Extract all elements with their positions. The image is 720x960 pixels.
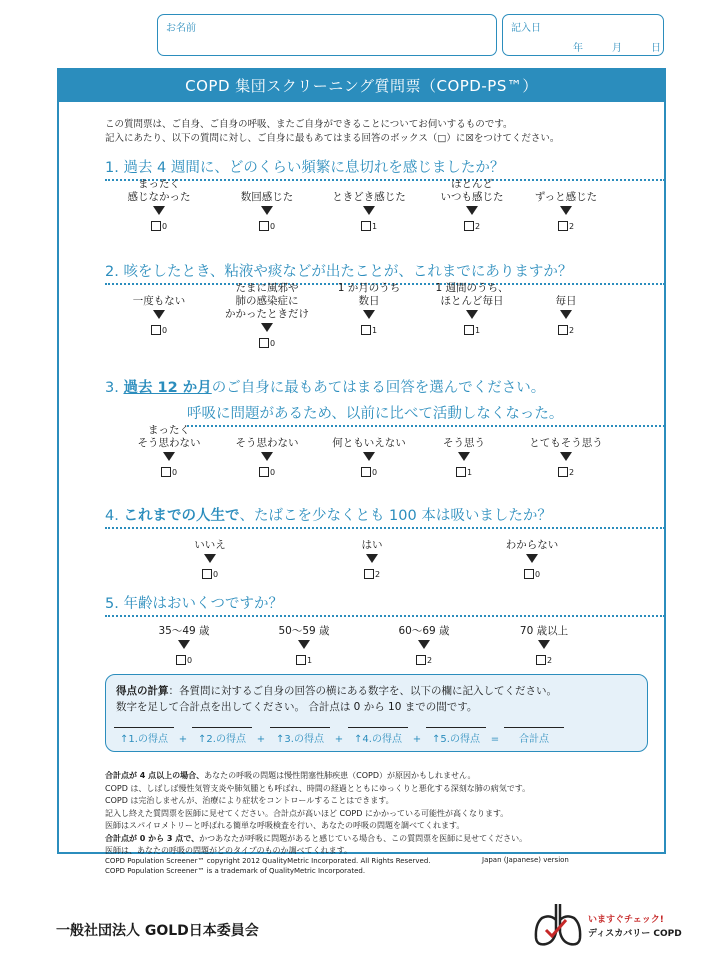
option-label: とてもそう思う xyxy=(529,437,603,449)
answer-checkbox[interactable] xyxy=(176,655,186,665)
option-score: 0 xyxy=(371,468,378,477)
option-score: 0 xyxy=(161,222,168,231)
score-fields-row xyxy=(114,727,564,745)
answer-option xyxy=(409,424,519,477)
calc-title: 得点の計算 xyxy=(116,685,169,697)
question-5-heading: 5. 年齢はおいくつですか？ xyxy=(105,592,665,617)
down-arrow-icon xyxy=(163,452,175,461)
note-emphasis: 合計点が 4 点以上の場合、 xyxy=(105,771,205,780)
down-arrow-icon xyxy=(204,554,216,563)
copyright-line: COPD Population Screener™ is a trademark of QualityMetric Incorporated. xyxy=(105,867,366,875)
option-label: 35〜49 歳 xyxy=(158,625,210,637)
option-score: 0 xyxy=(186,656,193,665)
option-label: ずっと感じた xyxy=(534,191,598,203)
option-score: 0 xyxy=(161,326,168,335)
score-field[interactable]: ↑3.の得点 xyxy=(270,727,330,745)
name-label: お名前 xyxy=(166,23,196,34)
down-arrow-icon xyxy=(178,640,190,649)
logo-tagline: いますぐチェック! xyxy=(588,915,664,925)
lungs-icon xyxy=(532,900,584,948)
down-arrow-icon xyxy=(363,206,375,215)
option-label: 50〜59 歳 xyxy=(278,625,330,637)
down-arrow-icon xyxy=(466,206,478,215)
option-score: 1 xyxy=(474,326,481,335)
date-field[interactable] xyxy=(502,14,664,56)
answer-checkbox[interactable] xyxy=(151,221,161,231)
answer-option xyxy=(477,526,587,579)
answer-option xyxy=(314,178,424,231)
question-2-heading: 2. 咳をしたとき、粘液や痰などが出たことが、これまでにありますか？ xyxy=(105,260,665,285)
down-arrow-icon xyxy=(261,452,273,461)
down-arrow-icon xyxy=(363,452,375,461)
option-label: いいえ xyxy=(194,539,226,551)
note-text: COPD は完治しませんが、治療により症状をコントロールすることはできます。 xyxy=(105,796,394,805)
answer-checkbox[interactable] xyxy=(456,467,466,477)
option-label: まったく 感じなかった xyxy=(127,178,191,203)
answer-checkbox[interactable] xyxy=(536,655,546,665)
answer-checkbox[interactable] xyxy=(464,221,474,231)
answer-option xyxy=(489,612,599,665)
note-text: COPD は、しばしば慢性気管支炎や肺気腫とも呼ばれ、時間の経過とともにゆっくりと悪化する深刻な肺の病気です。 xyxy=(105,783,531,793)
name-field[interactable] xyxy=(157,14,497,56)
option-score: 2 xyxy=(374,570,381,579)
down-arrow-icon xyxy=(366,554,378,563)
answer-option xyxy=(511,178,621,231)
operator: + xyxy=(334,734,344,745)
down-arrow-icon xyxy=(526,554,538,563)
question-1-heading: 1. 過去 4 週間に、どのくらい頻繁に息切れを感じましたか？ xyxy=(105,156,665,181)
q3-period: 過去 12 か月 xyxy=(123,380,212,396)
answer-option xyxy=(212,282,322,348)
answer-checkbox[interactable] xyxy=(296,655,306,665)
option-score: 1 xyxy=(371,222,378,231)
answer-checkbox[interactable] xyxy=(259,221,269,231)
answer-option xyxy=(511,424,621,477)
option-score: 2 xyxy=(546,656,553,665)
option-label: そう思わない xyxy=(235,437,299,449)
option-label: ときどき感じた xyxy=(332,191,406,203)
down-arrow-icon xyxy=(538,640,550,649)
answer-option xyxy=(212,424,322,477)
answer-option xyxy=(114,424,224,477)
copyright-line: COPD Population Screener™ copyright 2012 QualityMetric Incorporated. All Rights Reserved. xyxy=(105,857,431,865)
operator: + xyxy=(178,734,188,745)
answer-checkbox[interactable] xyxy=(361,221,371,231)
option-score: 2 xyxy=(474,222,481,231)
answer-checkbox[interactable] xyxy=(161,467,171,477)
score-field[interactable]: ↑4.の得点 xyxy=(348,727,408,745)
note-line xyxy=(105,770,530,783)
note-line xyxy=(105,783,530,796)
option-label: 数回感じた xyxy=(240,191,294,203)
option-label: わからない xyxy=(505,539,559,551)
answer-checkbox[interactable] xyxy=(558,221,568,231)
note-text: 記入し終えた質問票を医師に見せてください。合計点が高いほど COPD にかかっている可能性が高くなります。 xyxy=(105,808,509,818)
q4-rest: 、たばこを少なくとも 100 本は吸いましたか？ xyxy=(239,508,552,524)
questionnaire-panel xyxy=(57,68,666,875)
option-label: 1 か月のうち 数日 xyxy=(337,282,401,307)
answer-checkbox[interactable] xyxy=(364,569,374,579)
version-label: Japan (Japanese) version xyxy=(482,856,569,864)
score-field[interactable]: ↑5.の得点 xyxy=(426,727,486,745)
calc-line-1: ：各質問に対するご自身の回答の横にある数字を、以下の欄に記入してください。 xyxy=(168,685,557,697)
note-text: 医師はスパイロメトリーと呼ばれる簡単な呼吸検査を行い、あなたの呼吸の問題を調べてくれます。 xyxy=(105,821,465,830)
calc-instructions xyxy=(116,683,557,715)
option-label: 何ともいえない xyxy=(332,437,406,449)
option-label: 60〜69 歳 xyxy=(398,625,450,637)
down-arrow-icon xyxy=(298,640,310,649)
score-field[interactable]: ↑2.の得点 xyxy=(192,727,252,745)
answer-option xyxy=(249,612,359,665)
answer-checkbox[interactable] xyxy=(558,467,568,477)
down-arrow-icon xyxy=(418,640,430,649)
year-unit: 年 xyxy=(573,43,583,54)
answer-option xyxy=(317,526,427,579)
option-label: ほとんど いつも感じた xyxy=(440,178,504,203)
down-arrow-icon xyxy=(458,452,470,461)
answer-checkbox[interactable] xyxy=(361,325,371,335)
intro-line: この質問票は、ご自身、ご自身の呼吸、またご自身ができることについてお伺いするものです。 xyxy=(105,119,513,130)
down-arrow-icon xyxy=(560,206,572,215)
answer-option xyxy=(511,282,621,335)
q4-emph: これまでの人生で xyxy=(123,508,240,524)
note-text: かつあなたが呼吸に問題があると感じている場合も、この質問票を医師に見せてください。 xyxy=(199,833,528,843)
score-field[interactable]: ↑1.の得点 xyxy=(114,727,174,745)
answer-checkbox[interactable] xyxy=(558,325,568,335)
note-line xyxy=(105,820,530,833)
answer-option xyxy=(314,282,424,335)
option-label: そう思う xyxy=(443,437,485,449)
answer-option xyxy=(155,526,265,579)
question-3-heading xyxy=(105,376,665,399)
answer-checkbox[interactable] xyxy=(416,655,426,665)
score-calculation-box xyxy=(105,674,648,752)
note-line xyxy=(105,808,530,821)
question-3-subheading: 呼吸に問題があるため、以前に比べて活動しなくなった。 xyxy=(187,402,665,427)
option-score: 0 xyxy=(269,339,276,348)
note-emphasis: 合計点が 0 から 3 点で、 xyxy=(105,833,200,843)
intro-line: 記入にあたり、以下の質問に対し、ご自身に最もあてはまる回答のボックス（□）に☒をつけてください。 xyxy=(105,133,560,144)
down-arrow-icon xyxy=(560,310,572,319)
option-score: 2 xyxy=(568,222,575,231)
answer-option xyxy=(212,178,322,231)
discovery-copd-logo xyxy=(532,900,682,950)
note-text: あなたの呼吸の問題は慢性閉塞性肺疾患（COPD）が原因かもしれません。 xyxy=(204,771,476,780)
interpretation-notes xyxy=(105,770,530,858)
calc-line-2: 数字を足して合計点を出してください。 合計点は 0 から 10 までの間です。 xyxy=(116,701,478,713)
logo-name: ディスカバリー COPD xyxy=(588,929,682,939)
option-score: 0 xyxy=(171,468,178,477)
operator: = xyxy=(490,734,500,745)
option-score: 2 xyxy=(426,656,433,665)
option-score: 1 xyxy=(306,656,313,665)
option-label: はい xyxy=(361,539,383,551)
down-arrow-icon xyxy=(261,323,273,332)
answer-checkbox[interactable] xyxy=(524,569,534,579)
answer-option xyxy=(314,424,424,477)
note-line xyxy=(105,795,530,808)
answer-checkbox[interactable] xyxy=(464,325,474,335)
answer-option xyxy=(104,282,214,335)
option-label: まったく そう思わない xyxy=(137,424,201,449)
q4-num: 4. xyxy=(105,508,124,524)
option-score: 1 xyxy=(371,326,378,335)
down-arrow-icon xyxy=(466,310,478,319)
option-score: 0 xyxy=(212,570,219,579)
note-line xyxy=(105,833,530,846)
option-label: 一度もない xyxy=(132,295,186,307)
answer-checkbox[interactable] xyxy=(259,338,269,348)
down-arrow-icon xyxy=(363,310,375,319)
answer-option xyxy=(369,612,479,665)
answer-checkbox[interactable] xyxy=(202,569,212,579)
down-arrow-icon xyxy=(261,206,273,215)
answer-checkbox[interactable] xyxy=(259,467,269,477)
page-title: COPD 集団スクリーニング質問票（COPD-PS™） xyxy=(59,70,664,102)
option-label: 1 週間のうち、 ほとんど毎日 xyxy=(435,282,509,307)
date-label: 記入日 xyxy=(511,23,541,34)
answer-checkbox[interactable] xyxy=(151,325,161,335)
intro-text xyxy=(105,118,559,146)
organization-name: 一般社団法人 GOLD日本委員会 xyxy=(56,923,259,939)
down-arrow-icon xyxy=(153,206,165,215)
q3-rest: のご自身に最もあてはまる回答を選んでください。 xyxy=(211,380,546,396)
option-score: 1 xyxy=(466,468,473,477)
month-unit: 月 xyxy=(612,43,622,54)
option-score: 0 xyxy=(269,222,276,231)
operator: + xyxy=(256,734,266,745)
operator: + xyxy=(412,734,422,745)
total-score-field[interactable]: 合計点 xyxy=(504,727,564,745)
option-label: 毎日 xyxy=(555,295,577,307)
day-unit: 日 xyxy=(651,43,661,54)
down-arrow-icon xyxy=(153,310,165,319)
answer-option xyxy=(104,178,214,231)
option-label: たまに風邪や 肺の感染症に かかったときだけ xyxy=(225,282,309,320)
option-label: 70 歳以上 xyxy=(519,625,569,637)
option-score: 0 xyxy=(269,468,276,477)
option-score: 2 xyxy=(568,468,575,477)
down-arrow-icon xyxy=(560,452,572,461)
answer-option xyxy=(129,612,239,665)
option-score: 0 xyxy=(534,570,541,579)
answer-checkbox[interactable] xyxy=(361,467,371,477)
option-score: 2 xyxy=(568,326,575,335)
note-text: 医師は、あなたの呼吸の問題がどのタイプのものか調べてくれます。 xyxy=(105,846,352,855)
q3-num: 3. xyxy=(105,380,124,396)
